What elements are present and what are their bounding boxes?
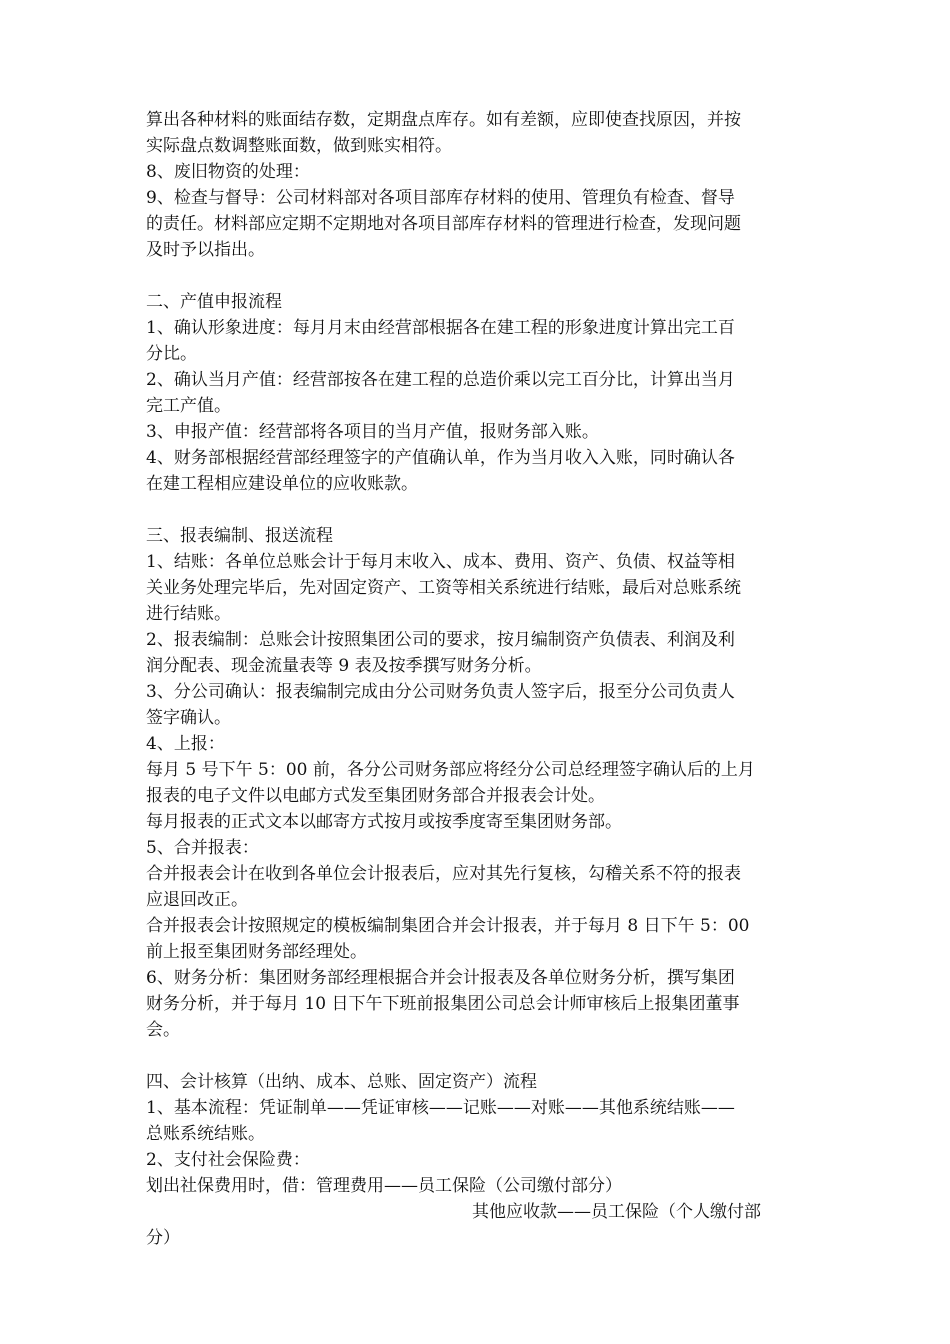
- section-reporting: [146, 523, 808, 1043]
- paragraph-line: 前上报至集团财务部经理处。: [146, 942, 367, 962]
- paragraph-line: 1、结账：各单位总账会计于每月末收入、成本、费用、资产、负债、权益等相: [146, 552, 735, 572]
- paragraph-line: 4、上报：: [146, 734, 225, 754]
- paragraph-line: 报表的电子文件以电邮方式发至集团财务部合并报表会计处。: [146, 786, 605, 806]
- paragraph-line: 6、财务分析：集团财务部经理根据合并会计报表及各单位财务分析，撰写集团: [146, 968, 735, 988]
- section-output-value: [146, 289, 808, 497]
- paragraph-line: 2、确认当月产值：经营部按各在建工程的总造价乘以完工百分比，计算出当月: [146, 370, 735, 390]
- paragraph-line: 合并报表会计按照规定的模板编制集团合并会计报表，并于每月 8 日下午 5：00: [146, 916, 750, 936]
- paragraph-line: 进行结账。: [146, 604, 231, 624]
- paragraph-line: 2、报表编制：总账会计按照集团公司的要求，按月编制资产负债表、利润及利: [146, 630, 735, 650]
- blank-line: [146, 263, 808, 289]
- paragraph-line: 润分配表、现金流量表等 9 表及按季撰写财务分析。: [146, 656, 542, 676]
- paragraph-line: 完工产值。: [146, 396, 231, 416]
- paragraph-line: 5、合并报表：: [146, 838, 259, 858]
- paragraph-line: 4、财务部根据经营部经理签字的产值确认单，作为当月收入入账，同时确认各: [146, 448, 735, 468]
- section-heading: 四、会计核算（出纳、成本、总账、固定资产）流程: [146, 1072, 537, 1092]
- paragraph-line-indented: 其他应收款——员工保险（个人缴付部: [472, 1202, 761, 1222]
- section-materials-tail: [146, 107, 808, 263]
- paragraph-line: 会。: [146, 1020, 180, 1040]
- paragraph-line: 实际盘点数调整账面数，做到账实相符。: [146, 136, 452, 156]
- paragraph-line: 每月报表的正式文本以邮寄方式按月或按季度寄至集团财务部。: [146, 812, 622, 832]
- paragraph-line: 在建工程相应建设单位的应收账款。: [146, 474, 418, 494]
- paragraph-line: 9、检查与督导：公司材料部对各项目部库存材料的使用、管理负有检查、督导: [146, 188, 735, 208]
- paragraph-line: 关业务处理完毕后，先对固定资产、工资等相关系统进行结账，最后对总账系统: [146, 578, 741, 598]
- paragraph-line: 分比。: [146, 344, 197, 364]
- paragraph-line: 财务分析，并于每月 10 日下午下班前报集团公司总会计师审核后上报集团董事: [146, 994, 740, 1014]
- paragraph-line: 的责任。材料部应定期不定期地对各项目部库存材料的管理进行检查，发现问题: [146, 214, 741, 234]
- paragraph-line: 分）: [146, 1228, 180, 1248]
- paragraph-line: 合并报表会计在收到各单位会计报表后，应对其先行复核，勾稽关系不符的报表: [146, 864, 741, 884]
- paragraph-line: 应退回改正。: [146, 890, 248, 910]
- paragraph-line: 签字确认。: [146, 708, 231, 728]
- section-heading: 二、产值申报流程: [146, 292, 282, 312]
- paragraph-line: 1、基本流程：凭证制单——凭证审核——记账——对账——其他系统结账——: [146, 1098, 735, 1118]
- paragraph-line: 划出社保费用时，借：管理费用——员工保险（公司缴付部分）: [146, 1176, 622, 1196]
- paragraph-line: 2、支付社会保险费：: [146, 1150, 310, 1170]
- paragraph-line: 每月 5 号下午 5：00 前，各分公司财务部应将经分公司总经理签字确认后的上月: [146, 760, 755, 780]
- paragraph-line: 总账系统结账。: [146, 1124, 265, 1144]
- paragraph-line: 3、申报产值：经营部将各项目的当月产值，报财务部入账。: [146, 422, 599, 442]
- blank-line: [146, 497, 808, 523]
- paragraph-line: 及时予以指出。: [146, 240, 265, 260]
- blank-line: [146, 1043, 808, 1069]
- paragraph-line: 3、分公司确认：报表编制完成由分公司财务负责人签字后，报至分公司负责人: [146, 682, 735, 702]
- paragraph-line: 8、废旧物资的处理：: [146, 162, 310, 182]
- section-accounting: [146, 1069, 808, 1251]
- paragraph-line: 算出各种材料的账面结存数，定期盘点库存。如有差额，应即使查找原因，并按: [146, 110, 741, 130]
- section-heading: 三、报表编制、报送流程: [146, 526, 333, 546]
- paragraph-line: 1、确认形象进度：每月月末由经营部根据各在建工程的形象进度计算出完工百: [146, 318, 735, 338]
- document-body: [146, 107, 808, 1251]
